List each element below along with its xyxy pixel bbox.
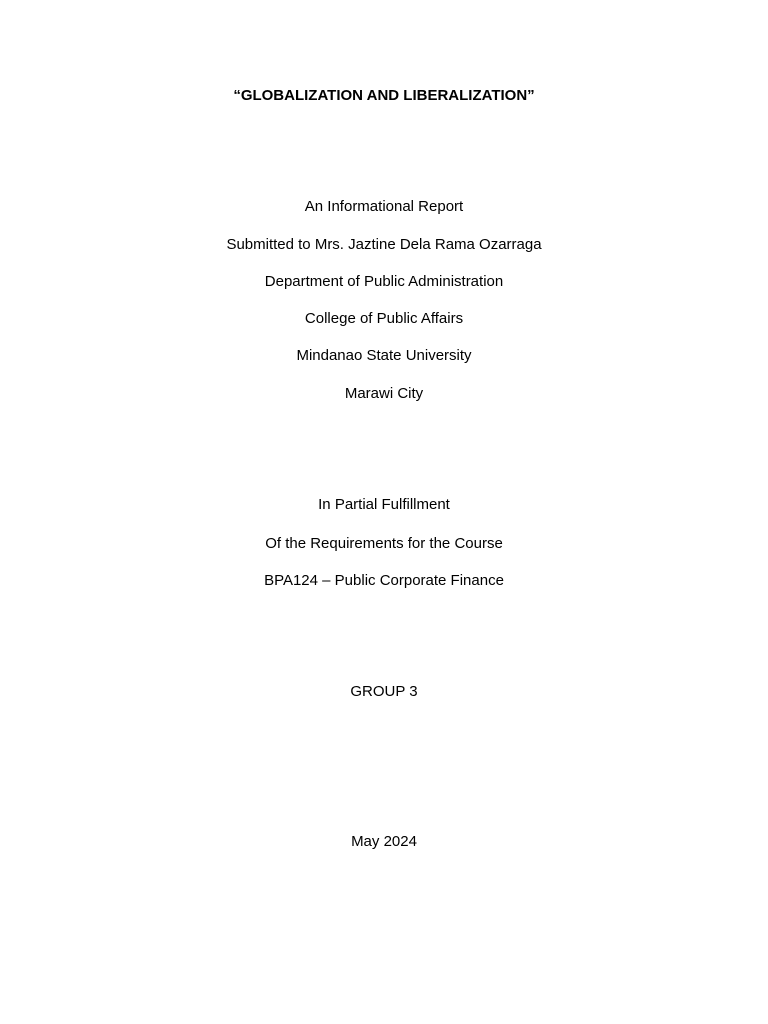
document-date: May 2024 xyxy=(351,833,417,850)
document-title: “GLOBALIZATION AND LIBERALIZATION” xyxy=(233,87,535,104)
report-type: An Informational Report xyxy=(304,198,464,215)
university: Mindanao State University xyxy=(296,347,472,364)
requirements-line: Of the Requirements for the Course xyxy=(265,535,503,552)
city: Marawi City xyxy=(344,385,424,402)
college: College of Public Affairs xyxy=(304,310,464,327)
fulfillment-line: In Partial Fulfillment xyxy=(318,496,450,513)
submitted-to: Submitted to Mrs. Jaztine Dela Rama Ozarraga xyxy=(226,236,542,253)
course-line: BPA124 – Public Corporate Finance xyxy=(264,572,504,589)
group-label: GROUP 3 xyxy=(350,683,418,700)
department: Department of Public Administration xyxy=(264,273,504,290)
